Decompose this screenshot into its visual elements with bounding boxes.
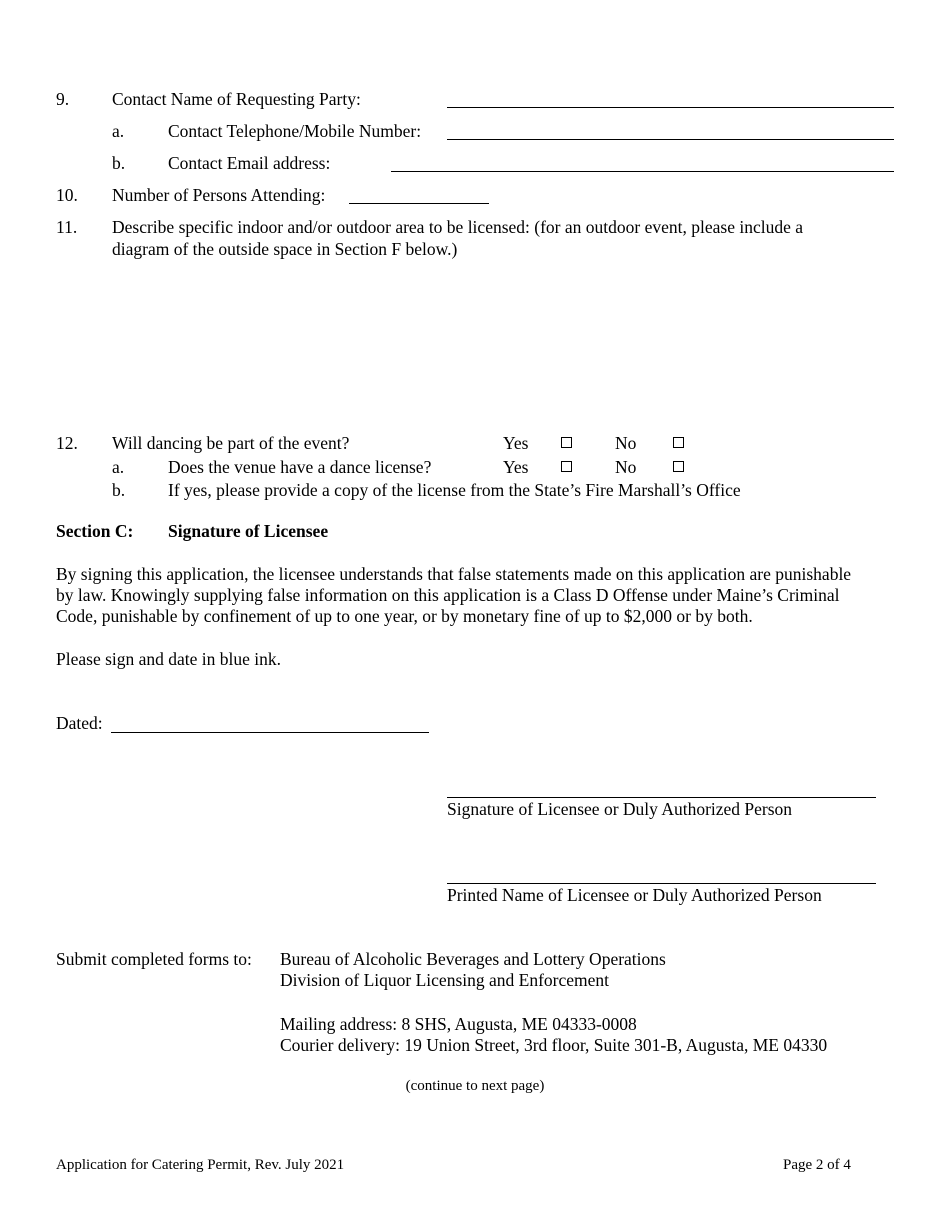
persons-attending-field[interactable]: [349, 203, 489, 204]
dancing-yes-label: Yes: [503, 433, 529, 453]
item-12a-letter: a.: [112, 457, 125, 477]
continue-note: (continue to next page): [405, 1078, 545, 1094]
dancing-no-label: No: [615, 433, 637, 453]
dancing-no-checkbox[interactable]: [673, 437, 684, 448]
dance-license-yes-label: Yes: [503, 457, 529, 477]
footer-form-name: Application for Catering Permit, Rev. July 2021: [56, 1157, 345, 1173]
courier-address: Courier delivery: 19 Union Street, 3rd floor, Suite 301-B, Augusta, ME 04330: [280, 1035, 828, 1055]
section-c-title: Signature of Licensee: [168, 521, 329, 541]
dancing-question: Will dancing be part of the event?: [112, 433, 350, 453]
contact-email-field[interactable]: [391, 171, 894, 172]
legal-paragraph-line3: Code, punishable by confinement of up to one year, or by monetary fine of up to $2,000 or by both.: [56, 606, 753, 626]
contact-email-label: Contact Email address:: [168, 153, 331, 173]
contact-name-label: Contact Name of Requesting Party:: [112, 89, 361, 109]
dance-license-yes-checkbox[interactable]: [561, 461, 572, 472]
dated-label: Dated:: [56, 713, 103, 733]
area-description-line2: diagram of the outside space in Section F below.): [112, 239, 458, 259]
item-10-number: 10.: [56, 185, 78, 205]
signature-caption: Signature of Licensee or Duly Authorized Person: [447, 799, 793, 819]
submit-bureau: Bureau of Alcoholic Beverages and Lottery Operations: [280, 949, 666, 969]
contact-phone-label: Contact Telephone/Mobile Number:: [168, 121, 422, 141]
item-12b-letter: b.: [112, 480, 126, 500]
footer-page-number: Page 2 of 4: [783, 1157, 851, 1173]
submit-division: Division of Liquor Licensing and Enforcement: [280, 970, 610, 990]
area-description-line1: Describe specific indoor and/or outdoor area to be licensed: (for an outdoor event, please include a: [112, 217, 803, 237]
item-9-number: 9.: [56, 89, 70, 109]
legal-paragraph-line2: by law. Knowingly supplying false information on this application is a Class D Offense under Maine’s Criminal: [56, 585, 840, 605]
dancing-yes-checkbox[interactable]: [561, 437, 572, 448]
dance-license-no-checkbox[interactable]: [673, 461, 684, 472]
legal-paragraph-line1: By signing this application, the licensee understands that false statements made on this application are punishable: [56, 564, 852, 584]
printed-name-caption: Printed Name of Licensee or Duly Authorized Person: [447, 885, 822, 905]
area-description-space[interactable]: [112, 265, 892, 425]
contact-phone-field[interactable]: [447, 139, 894, 140]
mailing-address: Mailing address: 8 SHS, Augusta, ME 04333-0008: [280, 1014, 637, 1034]
item-9b-letter: b.: [112, 153, 126, 173]
dance-license-no-label: No: [615, 457, 637, 477]
dance-license-question: Does the venue have a dance license?: [168, 457, 432, 477]
submit-label: Submit completed forms to:: [56, 949, 252, 969]
persons-attending-label: Number of Persons Attending:: [112, 185, 326, 205]
item-9a-letter: a.: [112, 121, 125, 141]
signature-line[interactable]: [447, 797, 876, 798]
sign-instruction: Please sign and date in blue ink.: [56, 649, 282, 669]
item-11-number: 11.: [56, 217, 78, 237]
printed-name-line[interactable]: [447, 883, 876, 884]
item-12-number: 12.: [56, 433, 78, 453]
dance-license-copy-note: If yes, please provide a copy of the license from the State’s Fire Marshall’s Office: [168, 480, 741, 500]
contact-name-field[interactable]: [447, 107, 894, 108]
section-c-label: Section C:: [56, 521, 134, 541]
dated-field[interactable]: [111, 732, 429, 733]
